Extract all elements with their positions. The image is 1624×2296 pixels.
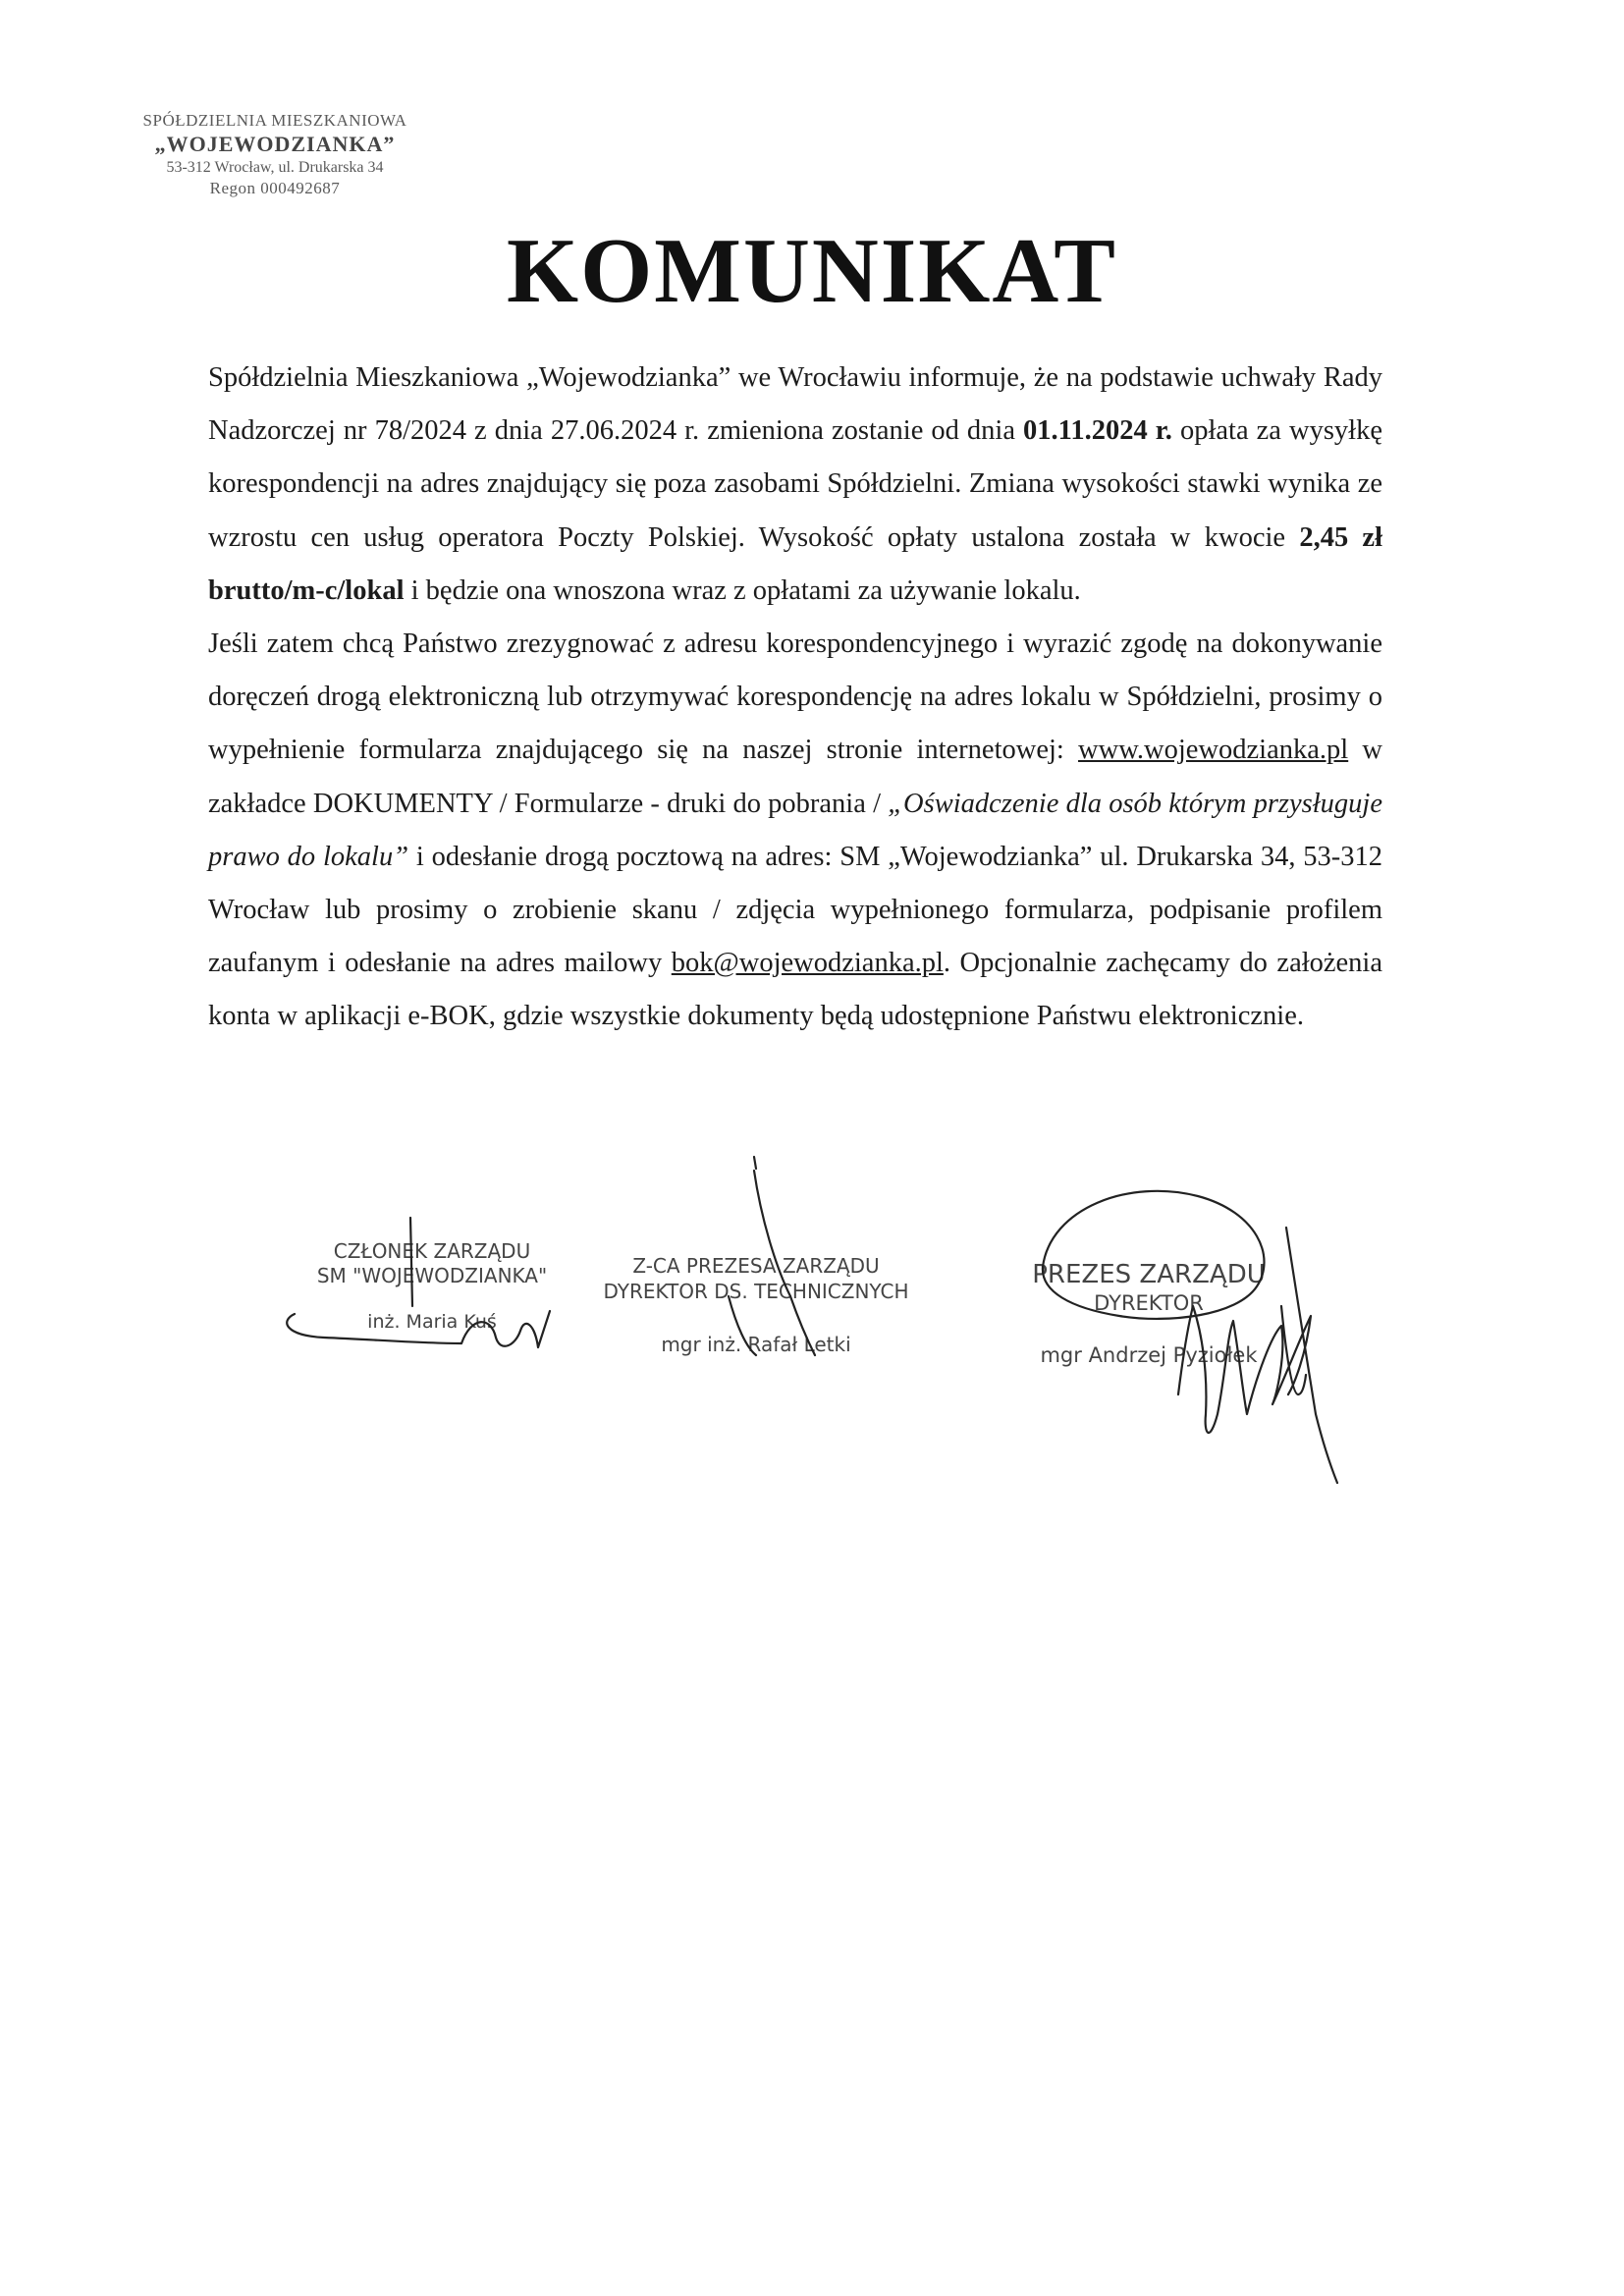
sig3-line-1: PREZES ZARZĄDU: [1032, 1260, 1266, 1289]
stamp-line-3: 53-312 Wrocław, ul. Drukarska 34: [166, 158, 384, 176]
fee-amount: 2,45 zł brutto/m-c/lokal: [208, 521, 1382, 606]
website-link[interactable]: www.wojewodzianka.pl: [1078, 735, 1349, 766]
sig1-name: inż. Maria Kuś: [367, 1311, 497, 1333]
signature-stamp-board-member: [295, 1239, 569, 1335]
signature-stamp-deputy-president: [569, 1253, 943, 1357]
sig2-line-2: DYREKTOR DS. TECHNICZNYCH: [603, 1280, 909, 1303]
document-title: KOMUNIKAT: [506, 220, 1118, 322]
form-name: „Oświadczenie dla osób którym przysługuje prawo do lokalu”: [208, 788, 1383, 872]
sig2-line-1: Z-CA PREZESA ZARZĄDU: [632, 1254, 880, 1278]
p1-text-a: Spółdzielnia Mieszkaniowa „Wojewodzianka” we Wrocławiu informuje, że na podstawie uchwały Rady Nadzorczej nr 78/2024 z dnia 27.06.2024 r. zmieniona zostanie od dnia: [208, 362, 1382, 447]
p2-text-c: i odesłanie drogą pocztową na adres: SM „Wojewodzianka” ul. Drukarska 34, 53-312 Wrocław lub prosimy o zrobienie skanu / zdjęcia wypełnionego formularza, podpisanie profilem zaufanym i odesłanie na adres mailowy: [208, 841, 1382, 979]
stamp-line-4: Regon 000492687: [209, 178, 341, 197]
p2-text-d: . Opcjonalnie zachęcamy do założenia konta w aplikacji e-BOK, gdzie wszystkie dokumenty będą udostępnione Państwu elektronicznie.: [208, 948, 1383, 1032]
stamp-line-2: „WOJEWODZIANKA”: [154, 132, 396, 157]
p2-text-a: Jeśli zatem chcą Państwo zrezygnować z adresu korespondencyjnego i wyrazić zgodę na dokonywanie doręczeń drogą elektroniczną lub otrzymywać korespondencję na adres lokalu w Spółdzielni, prosimy o wypełnienie formularza znajdującego się na naszej stronie internetowej:: [208, 629, 1382, 766]
sig1-line-1: CZŁONEK ZARZĄDU: [333, 1239, 531, 1263]
stamp-line-1: SPÓŁDZIELNIA MIESZKANIOWA: [142, 111, 407, 130]
organization-stamp: [128, 110, 422, 198]
document-body: [208, 352, 1382, 1044]
paragraph-2: [208, 618, 1382, 1044]
email-link[interactable]: bok@wojewodzianka.pl: [671, 948, 944, 979]
paragraph-1: [208, 352, 1382, 618]
signature-stamp-president: [982, 1259, 1316, 1371]
sig2-name: mgr inż. Rafał Letki: [661, 1333, 851, 1356]
p1-text-c: i będzie ona wnoszona wraz z opłatami za używanie lokalu.: [404, 574, 1081, 606]
sig1-line-2: SM "WOJEWODZIANKA": [316, 1264, 548, 1287]
sig3-name: mgr Andrzej Pyziołek: [1040, 1343, 1258, 1367]
sig3-line-2: DYREKTOR: [1094, 1291, 1204, 1315]
p2-text-b: w zakładce DOKUMENTY / Formularze - druki do pobrania /: [208, 735, 1382, 819]
effective-date: 01.11.2024 r.: [1023, 415, 1172, 447]
p1-text-b: opłata za wysyłkę korespondencji na adres znajdujący się poza zasobami Spółdzielni. Zmiana wysokości stawki wynika ze wzrostu cen usług operatora Poczty Polskiej. Wysokość opłaty ustalona została w kwocie: [208, 415, 1382, 553]
